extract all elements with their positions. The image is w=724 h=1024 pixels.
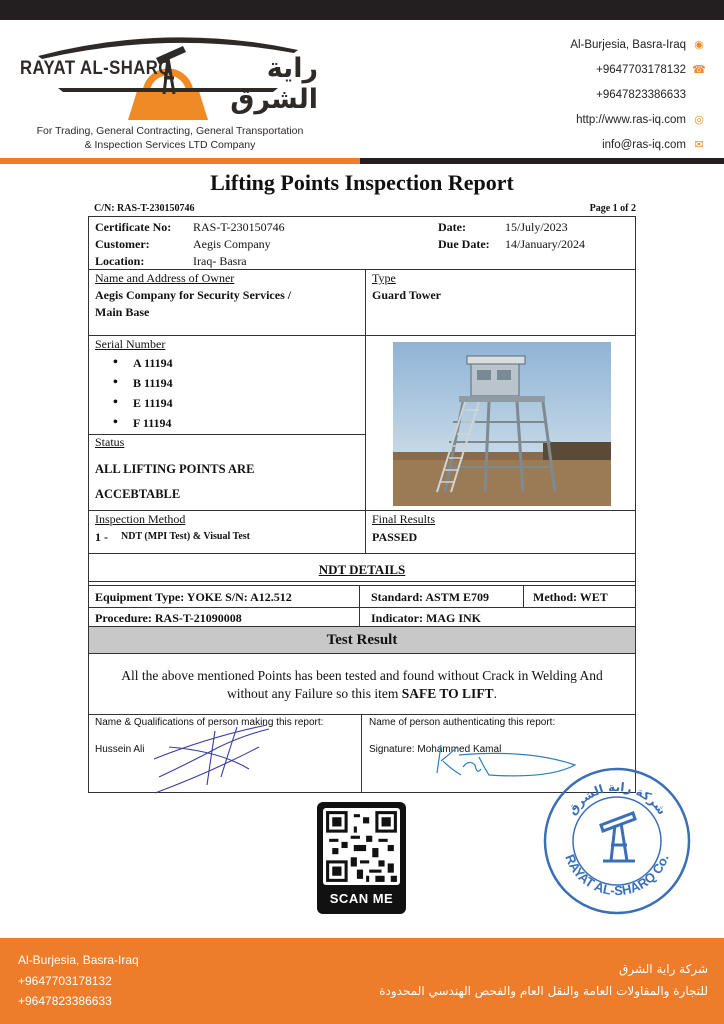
qr-code-image bbox=[323, 808, 400, 885]
address-text: Al-Burjesia, Basra-Iraq bbox=[570, 38, 686, 51]
photo-graphic bbox=[393, 342, 611, 506]
footer-phone-2: +9647823386633 bbox=[18, 994, 112, 1008]
indicator-value: Indicator: MAG INK bbox=[371, 611, 481, 625]
certificate-label: Certificate No: bbox=[95, 220, 172, 234]
footer bbox=[0, 938, 724, 1024]
due-date-label: Due Date: bbox=[438, 237, 490, 251]
inspector-name: Hussein Ali bbox=[95, 744, 145, 755]
method-wet: Method: WET bbox=[533, 590, 608, 604]
type-value: Guard Tower bbox=[372, 288, 442, 302]
report-table bbox=[88, 216, 636, 793]
status-value-1: ALL LIFTING POINTS ARE bbox=[95, 462, 255, 476]
phone-spacer bbox=[692, 88, 706, 102]
safe-to-lift: SAFE TO LIFT bbox=[401, 686, 494, 701]
location-pin-icon: ◉ bbox=[694, 38, 704, 51]
date-label: Date: bbox=[438, 220, 466, 234]
serial-item: • E 11194 bbox=[89, 393, 359, 413]
inspector-signature bbox=[149, 717, 279, 797]
due-date-value: 14/January/2024 bbox=[505, 237, 585, 251]
customer-label: Customer: bbox=[95, 237, 150, 251]
qr-pattern bbox=[323, 808, 400, 885]
serial-list bbox=[89, 353, 359, 433]
serial-item: • B 11194 bbox=[89, 373, 359, 393]
stamp-english-text: RAYAT AL-SHARQ Co. bbox=[562, 852, 672, 899]
location-value: Iraq- Basra bbox=[193, 254, 247, 268]
company-stamp bbox=[541, 765, 693, 917]
final-label: Final Results bbox=[372, 512, 436, 526]
stamp-graphic bbox=[541, 765, 693, 917]
column-divider bbox=[365, 269, 366, 554]
column-divider bbox=[359, 585, 360, 627]
tagline-line-1: For Trading, General Contracting, General Transportation bbox=[36, 125, 304, 137]
authenticator-name: Signature: Mohammed Kamal bbox=[369, 744, 502, 755]
divider bbox=[89, 714, 635, 715]
header-contacts bbox=[570, 32, 706, 157]
divider bbox=[89, 510, 635, 511]
brand-name-en: RAYAT AL-SHARQ bbox=[20, 58, 172, 79]
phone-2-text: +9647823386633 bbox=[596, 88, 686, 101]
date-value: 15/July/2023 bbox=[505, 220, 568, 234]
method-value: NDT (MPI Test) & Visual Test bbox=[121, 531, 251, 542]
serial-item: • A 11194 bbox=[89, 353, 359, 373]
footer-address: Al-Burjesia, Basra-Iraq bbox=[18, 953, 139, 967]
customer-value: Aegis Company bbox=[193, 237, 271, 251]
authenticator-label: Name of person authenticating this report: bbox=[369, 717, 556, 728]
qualifications-label: Name & Qualifications of person making this report: bbox=[95, 717, 324, 728]
type-label: Type bbox=[372, 271, 396, 285]
control-number: C/N: RAS-T-230150746 bbox=[94, 203, 195, 214]
ndt-heading: NDT DETAILS bbox=[318, 562, 406, 577]
tagline-line-2: & Inspection Services LTD Company bbox=[84, 139, 256, 151]
divider bbox=[89, 335, 635, 336]
test-result-band bbox=[89, 626, 635, 654]
website-link[interactable]: http://www.ras-iq.com bbox=[576, 113, 686, 126]
scan-me-label: SCAN ME bbox=[329, 891, 394, 906]
divider bbox=[89, 581, 635, 582]
footer-phone-1: +9647703178132 bbox=[18, 973, 112, 988]
standard-value: Standard: ASTM E709 bbox=[371, 590, 490, 604]
test-result-heading: Test Result bbox=[326, 632, 398, 648]
divider bbox=[89, 553, 635, 554]
tagline bbox=[0, 124, 340, 152]
envelope-icon: ✉ bbox=[694, 138, 704, 151]
header-stripe-dark bbox=[360, 158, 724, 164]
divider bbox=[89, 585, 635, 586]
company-logo bbox=[18, 28, 318, 123]
equipment-type: Equipment Type: YOKE S/N: A12.512 bbox=[95, 590, 292, 604]
column-divider bbox=[523, 585, 524, 607]
serial-label: Serial Number bbox=[95, 337, 166, 351]
qr-code[interactable] bbox=[317, 802, 406, 914]
globe-icon: ◎ bbox=[694, 113, 704, 126]
column-divider bbox=[361, 714, 362, 793]
report-title: Lifting Points Inspection Report bbox=[210, 170, 514, 195]
owner-value-1: Aegis Company for Security Services / bbox=[95, 288, 292, 302]
method-number: 1 - bbox=[95, 530, 108, 544]
result-text-end: . bbox=[493, 686, 497, 701]
result-text-part: without any Failure so this item bbox=[227, 686, 402, 701]
phone-1-text: +9647703178132 bbox=[596, 63, 686, 76]
divider bbox=[89, 607, 635, 608]
status-value-2: ACCEBTABLE bbox=[95, 487, 181, 501]
owner-value-2: Main Base bbox=[95, 305, 150, 319]
result-text bbox=[89, 667, 635, 703]
result-text-line-2 bbox=[89, 685, 635, 703]
certificate-value: RAS-T-230150746 bbox=[193, 220, 285, 234]
status-label: Status bbox=[95, 435, 125, 449]
serial-item: • F 11194 bbox=[89, 413, 359, 433]
brand-name-ar: راية الشرق bbox=[230, 53, 318, 115]
location-label: Location: bbox=[95, 254, 145, 268]
divider bbox=[89, 434, 365, 435]
email-link[interactable]: info@ras-iq.com bbox=[602, 138, 686, 151]
divider bbox=[89, 269, 635, 270]
footer-contacts bbox=[18, 950, 139, 1012]
footer-arabic-line-1: شركة راية الشرق bbox=[619, 962, 708, 976]
page-indicator: Page 1 of 2 bbox=[589, 203, 636, 214]
owner-label: Name and Address of Owner bbox=[95, 271, 235, 285]
stamp-arabic-text: شركة راية الشرق bbox=[564, 779, 670, 818]
result-text-line-1: All the above mentioned Points has been tested and found without Crack in Welding And bbox=[121, 668, 603, 683]
header-stripe-orange bbox=[0, 158, 360, 164]
method-label: Inspection Method bbox=[95, 512, 186, 526]
guard-tower-photo bbox=[393, 342, 611, 506]
phone-icon: ☎ bbox=[692, 63, 706, 76]
footer-arabic-line-2: للتجارة والمقاولات العامة والنقل العام والفحص الهندسي المحدودة bbox=[379, 984, 708, 998]
final-value: PASSED bbox=[372, 530, 418, 544]
procedure-value: Procedure: RAS-T-21090008 bbox=[95, 611, 242, 625]
top-bar bbox=[0, 0, 724, 20]
footer-arabic bbox=[379, 958, 708, 1002]
